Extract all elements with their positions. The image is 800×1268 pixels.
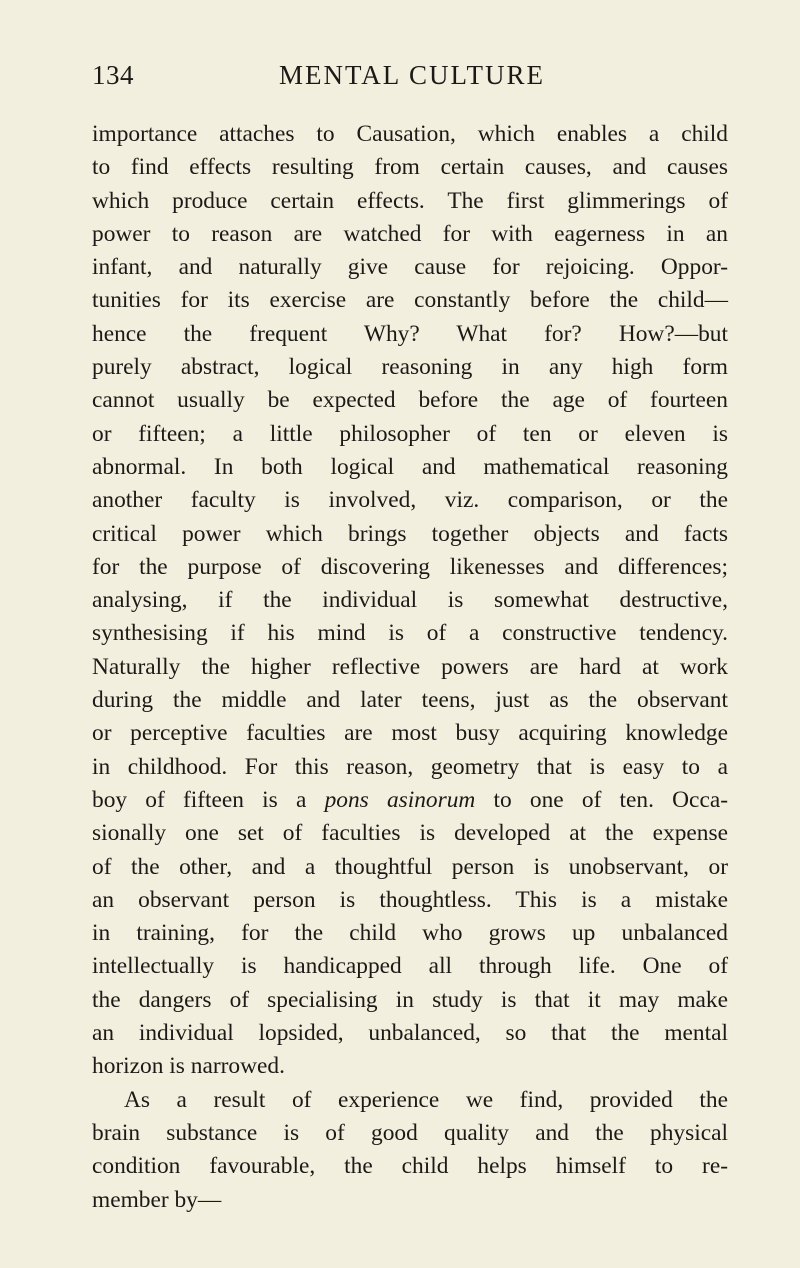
text-line: in training, for the child who grows up unbalanced — [92, 920, 728, 947]
text-line: synthesising if his mind is of a constructive tendency. — [92, 620, 728, 647]
text-line: for the purpose of discovering likenesses and differences; — [92, 553, 728, 580]
text-line: member by— — [92, 1186, 222, 1213]
text-line-with-italic — [92, 784, 728, 817]
text-line: or perceptive faculties are most busy acquiring knowledge — [92, 720, 728, 747]
text-line: or fifteen; a little philosopher of ten or eleven is — [92, 420, 728, 447]
text-line: during the middle and later teens, just as the observant — [92, 687, 728, 714]
italic-phrase: pons asinorum — [324, 786, 476, 813]
text-line: As a result of experience we find, provided the — [124, 1086, 728, 1113]
text-line: an individual lopsided, unbalanced, so that the mental — [92, 1020, 728, 1047]
text-line: hence the frequent Why? What for? How?—but — [92, 320, 728, 347]
text-line: cannot usually be expected before the age of fourteen — [92, 387, 728, 414]
page-header — [92, 60, 732, 100]
text-line: abnormal. In both logical and mathematical reasoning — [92, 453, 728, 480]
text-line: purely abstract, logical reasoning in any high form — [92, 354, 728, 381]
text-line: condition favourable, the child helps himself to re- — [92, 1153, 728, 1180]
body-text — [92, 118, 728, 1217]
text-line: in childhood. For this reason, geometry that is easy to a — [92, 753, 728, 780]
text-line: which produce certain effects. The first glimmerings of — [92, 187, 728, 214]
text-line: of the other, and a thoughtful person is unobservant, or — [92, 853, 728, 880]
text-line: importance attaches to Causation, which enables a child — [92, 121, 728, 147]
text-line: an observant person is thoughtless. This is a mistake — [92, 886, 728, 913]
text-line: another faculty is involved, viz. comparison, or the — [92, 487, 728, 514]
text-line: brain substance is of good quality and the physical — [92, 1119, 728, 1146]
text-line: to find effects resulting from certain causes, and causes — [92, 154, 728, 181]
running-title: MENTAL CULTURE — [278, 60, 546, 90]
text-line: power to reason are watched for with eagerness in an — [92, 220, 728, 247]
page-number: 134 — [92, 60, 134, 90]
text-line: critical power which brings together objects and facts — [92, 520, 728, 547]
text-line: infant, and naturally give cause for rejoicing. Oppor- — [92, 254, 728, 281]
text-line: sionally one set of faculties is developed at the expense — [92, 820, 728, 847]
text-line: Naturally the higher reflective powers are hard at work — [92, 653, 728, 680]
text-line: the dangers of specialising in study is that it may make — [92, 986, 728, 1013]
text-line: horizon is narrowed. — [92, 1053, 285, 1080]
text-line: analysing, if the individual is somewhat destructive, — [92, 587, 728, 614]
text-segment: boy of fifteen is a — [92, 786, 325, 813]
text-line: intellectually is handicapped all through life. One of — [92, 953, 728, 980]
text-line: tunities for its exercise are constantly before the child— — [92, 287, 728, 314]
text-segment: to one of ten. Occa- — [475, 786, 728, 813]
